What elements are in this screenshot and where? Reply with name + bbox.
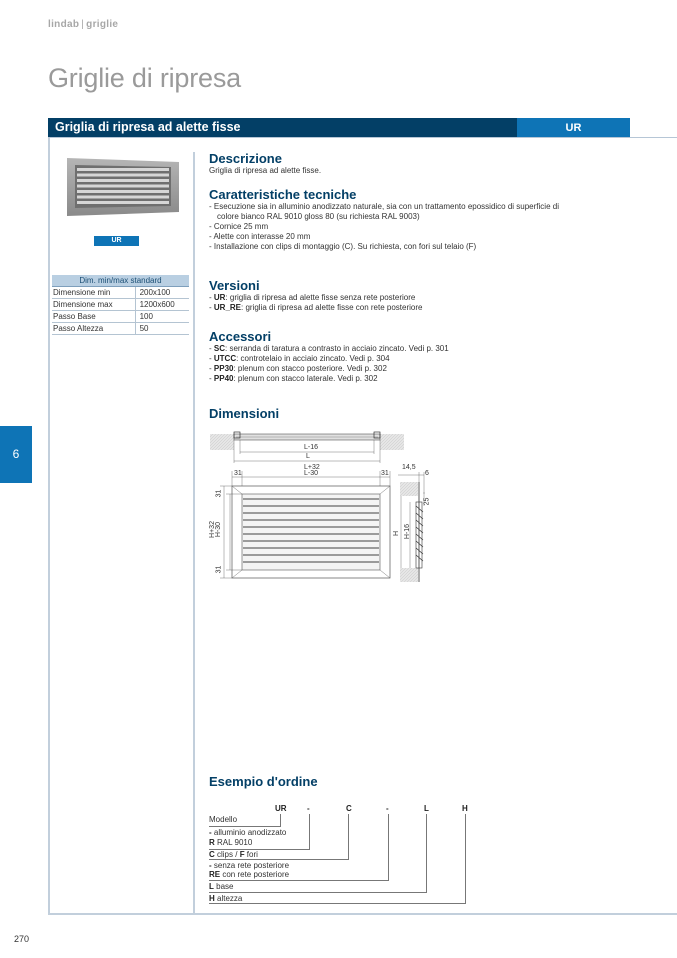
version-code: UR — [213, 293, 226, 302]
order-code: - — [307, 804, 310, 813]
chapter-tab[interactable]: 6 — [0, 426, 32, 483]
accessory-item: - SC: serranda di taratura a contrasto in acciaio zincato. Vedi p. 301 — [209, 344, 449, 353]
connector-line — [209, 903, 466, 904]
dim-label: 31 — [215, 565, 223, 574]
table-row — [52, 310, 189, 322]
order-row-senza-rete: - senza rete posteriore — [209, 861, 290, 870]
spec-item: - Esecuzione sia in alluminio anodizzato naturale, sia con un trattamento epossidico di superficie di — [209, 202, 559, 211]
connector-line — [209, 892, 427, 893]
dim-label: L-30 — [304, 470, 319, 477]
section-versioni — [209, 279, 422, 313]
accessory-code: UTCC — [213, 354, 237, 363]
grille-product-image — [67, 158, 179, 216]
connector-line — [209, 880, 389, 881]
accessory-text: : plenum con stacco posteriore. Vedi p. 302 — [233, 364, 387, 373]
technical-drawing — [210, 428, 450, 588]
order-row-clips: C clips / F fori — [209, 850, 258, 859]
order-example-diagram — [209, 800, 479, 910]
accessory-text: : serranda di taratura a contrasto in acciaio zincato. Vedi p. 301 — [225, 344, 449, 353]
row-value: 200x100 — [135, 286, 189, 298]
order-row-modello: Modello — [209, 815, 238, 824]
spec-item: - Cornice 25 mm — [209, 222, 269, 231]
accessory-item: - PP40: plenum con stacco laterale. Vedi p. 302 — [209, 374, 378, 383]
section-dimensioni — [209, 407, 279, 421]
brand-separator: | — [81, 19, 85, 30]
page-number: 270 — [14, 934, 30, 944]
product-code-badge: UR — [517, 118, 630, 138]
brand-section: griglie — [86, 19, 119, 30]
version-item: - UR_RE: griglia di ripresa ad alette fisse con rete posteriore — [209, 303, 423, 312]
section-title: Dimensioni — [209, 406, 280, 421]
connector-line — [388, 814, 389, 880]
column-divider — [193, 152, 195, 913]
section-title: Versioni — [209, 278, 260, 293]
version-text: : griglia di ripresa ad alette fisse con rete posteriore — [241, 303, 423, 312]
description-text: Griglia di ripresa ad alette fisse. — [209, 166, 322, 175]
section-title: Accessori — [209, 329, 272, 344]
spec-item: - Installazione con clips di montaggio (C). Su richiesta, con fori sul telaio (F) — [209, 242, 477, 251]
dim-label: 14,5 — [402, 464, 416, 471]
accessory-item: - PP30: plenum con stacco posteriore. Vedi p. 302 — [209, 364, 387, 373]
row-value: 50 — [135, 322, 189, 334]
accessory-text: : controtelaio in acciaio zincato. Vedi p. 304 — [236, 354, 390, 363]
dim-label: L+32 — [304, 464, 320, 471]
row-label: Passo Base — [52, 310, 135, 322]
order-row-anodizzato: - alluminio anodizzato — [209, 828, 287, 837]
brand-header — [48, 19, 118, 30]
spec-item: - Alette con interasse 20 mm — [209, 232, 311, 241]
spec-item: colore bianco RAL 9010 gloss 80 (su richiesta RAL 9003) — [217, 212, 420, 221]
row-value: 1200x600 — [135, 298, 189, 310]
page-title: Griglie di ripresa — [48, 63, 241, 93]
section-caratteristiche — [209, 188, 639, 252]
dimension-drawing — [210, 428, 450, 588]
connector-line — [465, 814, 466, 903]
product-title-band — [48, 118, 677, 138]
dim-label: 31 — [234, 470, 242, 477]
order-row-altezza: H altezza — [209, 894, 243, 903]
connector-line — [209, 859, 349, 860]
row-value: 100 — [135, 310, 189, 322]
dimensions-table-header: Dim. min/max standard — [52, 275, 189, 286]
order-row-base: L base — [209, 882, 234, 891]
order-code: L — [424, 804, 429, 813]
band-underline — [48, 137, 677, 138]
product-title: Griglia di ripresa ad alette fisse — [48, 118, 517, 138]
connector-line — [348, 814, 349, 859]
accessory-item: - UTCC: controtelaio in acciaio zincato. Vedi p. 304 — [209, 354, 390, 363]
dimensions-table — [52, 275, 189, 335]
dim-label: H-30 — [215, 521, 223, 538]
row-label: Dimensione max — [52, 298, 135, 310]
connector-line — [309, 814, 310, 849]
accessory-code: PP40 — [213, 374, 234, 383]
connector-line — [426, 814, 427, 892]
connector-line — [280, 814, 281, 826]
dim-label: H+32 — [208, 521, 216, 538]
frame-left-border — [48, 138, 50, 914]
order-row-con-rete: RE con rete posteriore — [209, 870, 290, 879]
accessory-code: PP30 — [213, 364, 234, 373]
version-item: - UR: griglia di ripresa ad alette fisse senza rete posteriore — [209, 293, 416, 302]
table-row — [52, 322, 189, 334]
section-esempio — [209, 775, 318, 789]
order-code: H — [462, 804, 468, 813]
dim-label: 31 — [381, 470, 389, 477]
dim-label: 6 — [425, 470, 429, 477]
section-title: Esempio d'ordine — [209, 774, 318, 789]
dim-label: H — [393, 530, 401, 537]
accessory-code: SC — [213, 344, 226, 353]
version-text: : griglia di ripresa ad alette fisse senza rete posteriore — [225, 293, 416, 302]
dim-label: H-16 — [404, 523, 412, 540]
row-label: Dimensione min — [52, 286, 135, 298]
dim-label: 25 — [423, 497, 431, 506]
accessory-text: : plenum con stacco laterale. Vedi p. 302 — [233, 374, 378, 383]
row-label: Passo Altezza — [52, 322, 135, 334]
dim-label: L — [306, 453, 310, 460]
section-title: Caratteristiche tecniche — [209, 187, 357, 202]
connector-line — [209, 826, 281, 827]
order-code: - — [386, 804, 389, 813]
table-row — [52, 298, 189, 310]
product-variant-tag: UR — [94, 236, 139, 246]
order-row-ral: R RAL 9010 — [209, 838, 253, 847]
dim-label: 31 — [215, 489, 223, 498]
table-row — [52, 286, 189, 298]
order-code: C — [346, 804, 352, 813]
order-code: UR — [275, 804, 287, 813]
version-code: UR_RE — [213, 303, 242, 312]
section-title: Descrizione — [209, 151, 282, 166]
section-accessori — [209, 330, 449, 384]
dim-label: L-16 — [304, 444, 319, 451]
frame-bottom-border — [48, 913, 677, 915]
brand-name: lindab — [48, 19, 80, 30]
section-descrizione — [209, 152, 321, 176]
